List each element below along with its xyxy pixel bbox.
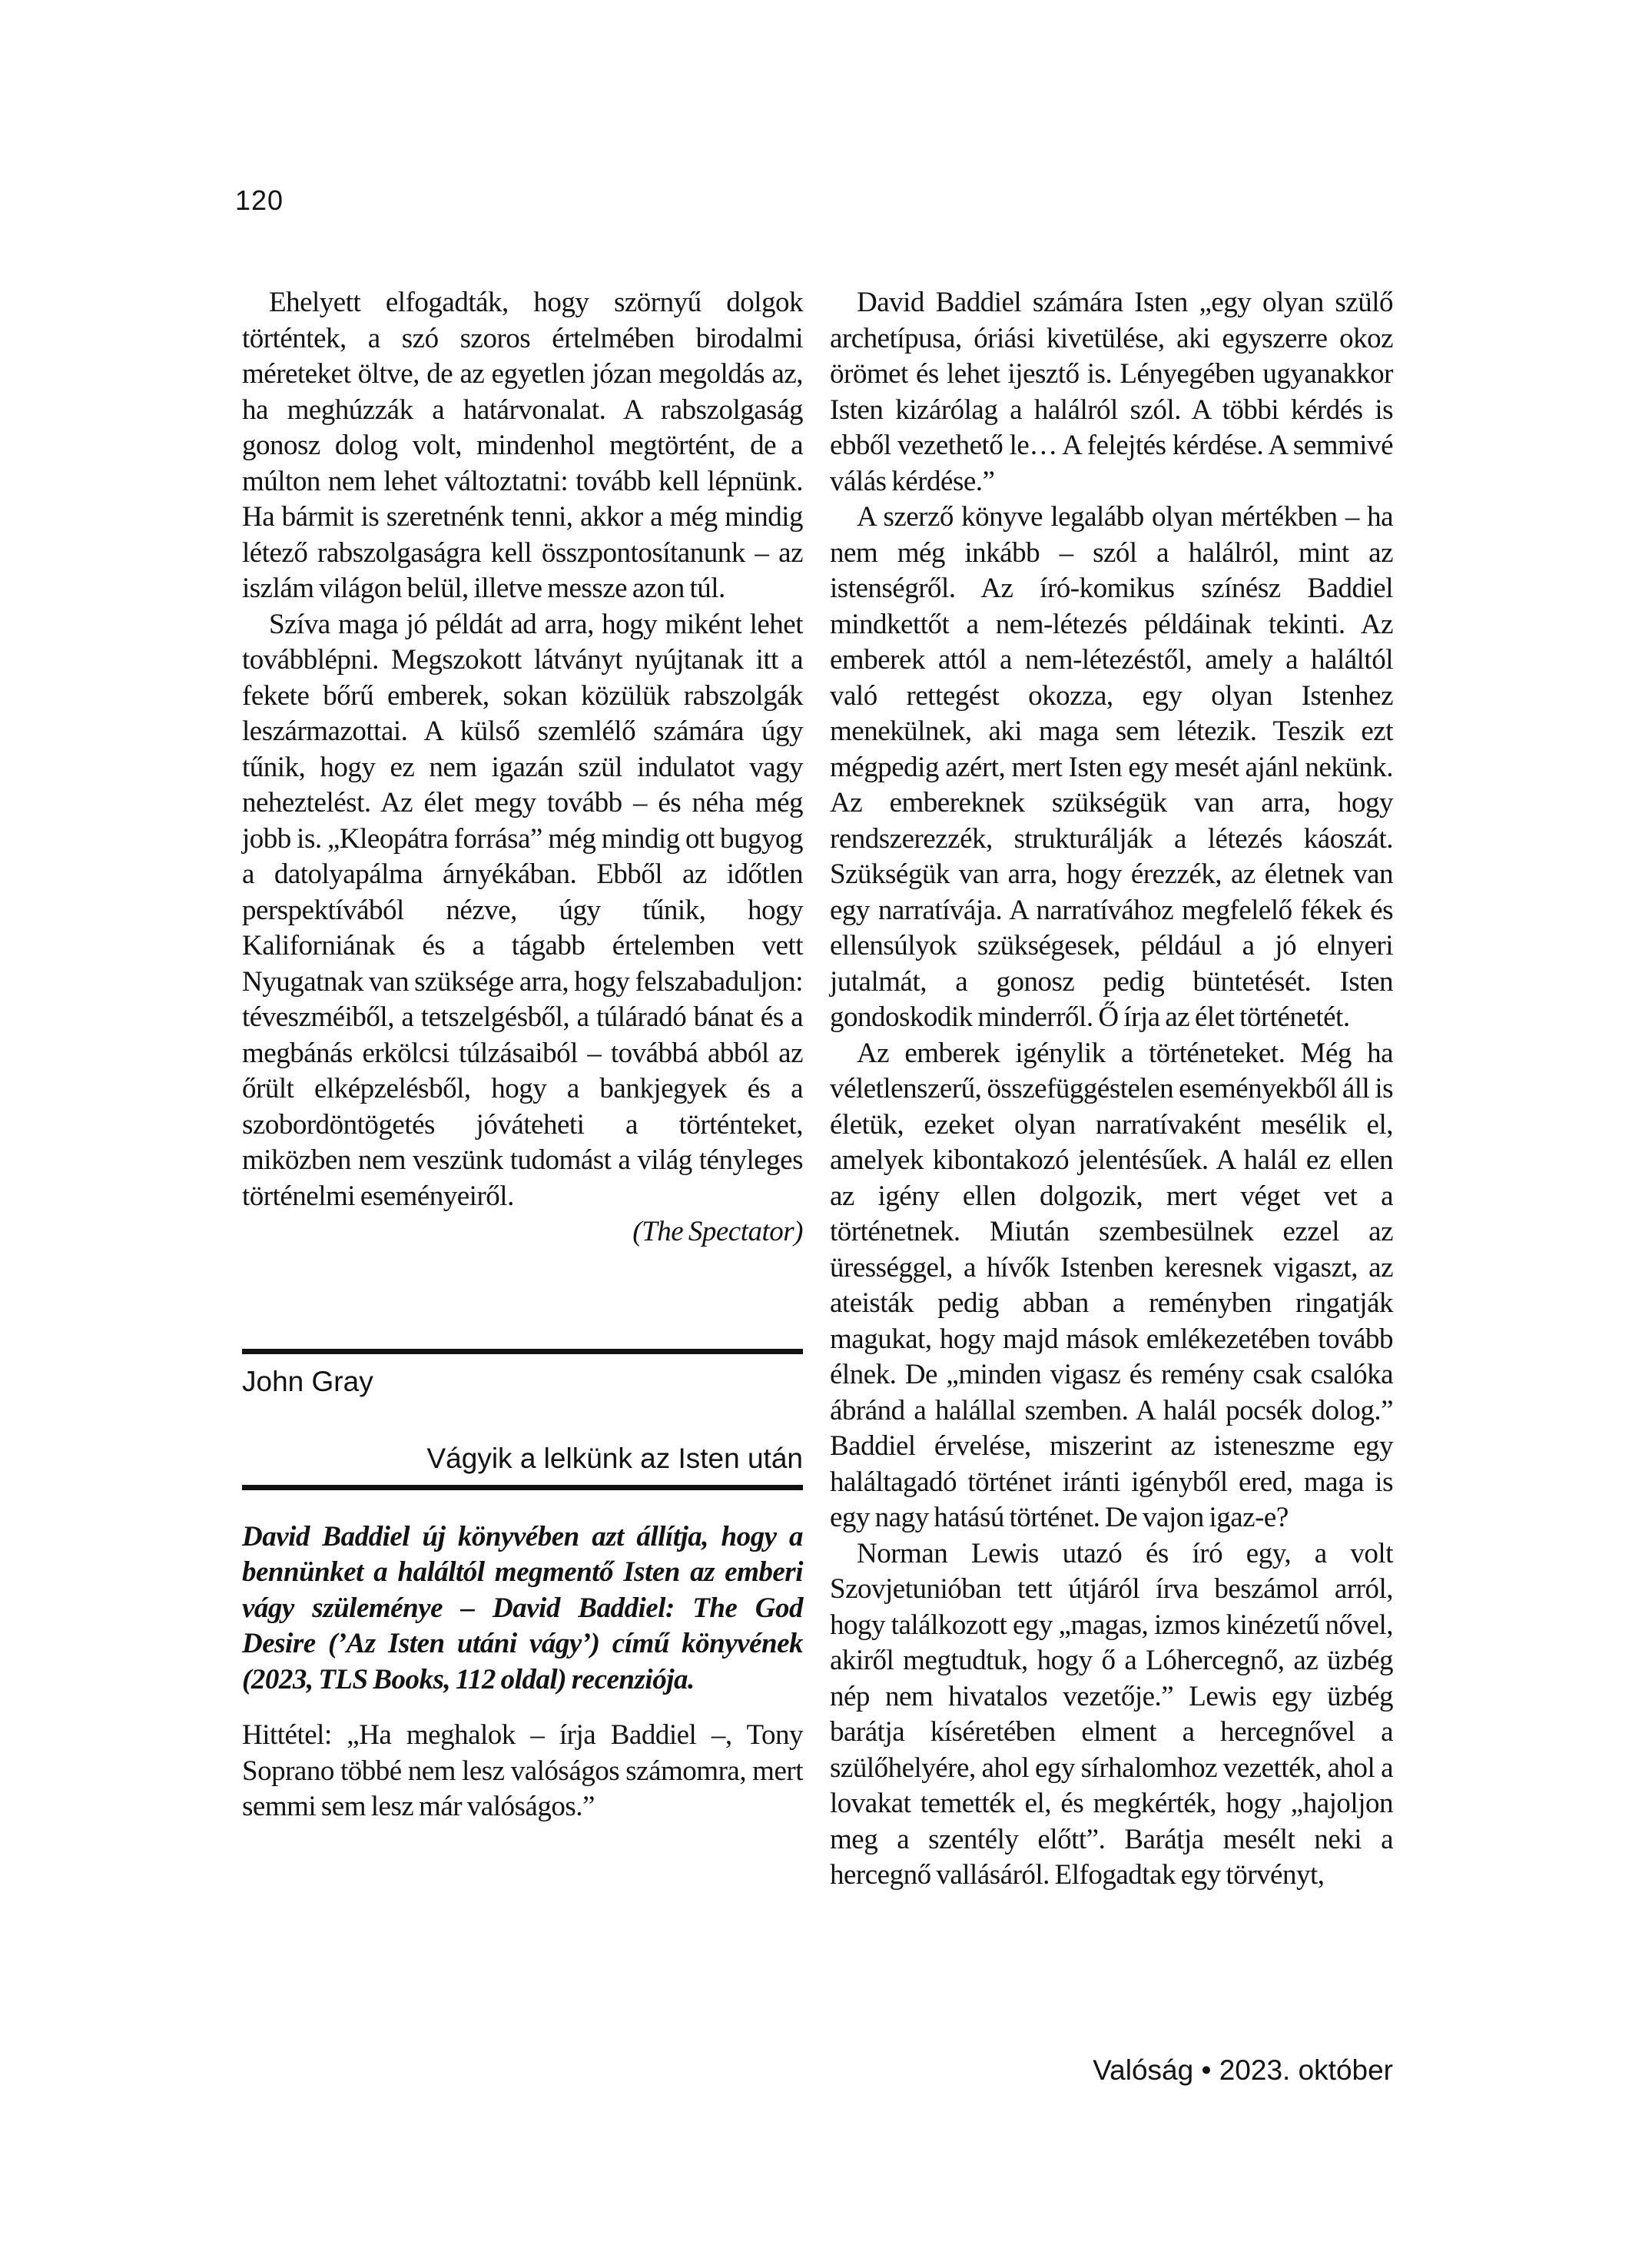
page-number: 120 xyxy=(235,184,284,216)
page-body xyxy=(242,285,1393,1894)
divider-rule-top xyxy=(242,1349,803,1354)
left-column xyxy=(242,285,803,1894)
review-paragraph: Szíva maga jó példát ad arra, hogy miként lehet továbblépni. Megszokott látványt nyújtanak itt a fekete bőrű emberek, sokan közülük rabszolgák leszármazottai. A külső szemlélő számára úgy tűnik, hogy ez nem igazán szül indulatot vagy neheztelést. Az élet megy tovább – és néha még jobb is. „Kleopátra forrása” még mindig ott bugyog a datolyapálma árnyékában. Ebből az időtlen perspektívából nézve, úgy tűnik, hogy Kaliforniának és a tágabb értelemben vett Nyugatnak van szüksége arra, hogy felszabaduljon: téveszméiből, a tetszelgésből, a túláradó bánat és a megbánás erkölcsi túlzásaiból – továbbá abból az őrült elképzelésből, hogy a bankjegyek és a szobordöntögetés jóváteheti a történteket, miközben nem veszünk tudomást a világ tényleges történelmi eseményeiről. xyxy=(242,608,803,1212)
article-lead: David Baddiel új könyvében azt állítja, hogy a bennünket a haláltól megmentő Isten az emberi vágy szüleménye – David Baddiel: The God Desire (’Az Isten utáni vágy’) című könyvének (2023, TLS Books, 112 oldal) recenziója. xyxy=(242,1520,803,1695)
article-paragraph: Hittétel: „Ha meghalok – írja Baddiel –, Tony Soprano többé nem lesz valóságos számomra, mert semmi sem lesz már valóságos.” xyxy=(242,1719,803,1822)
divider-rule-bottom xyxy=(242,1485,803,1490)
article-paragraph: Norman Lewis utazó és író egy, a volt Szovjetunióban tett útjáról írva beszámol arról, hogy találkozott egy „magas, izmos kinézetű nővel, akiről megtudtuk, hogy ő a Lóhercegnő, az üzbég nép nem hivatalos vezetője.” Lewis egy üzbég barátja kíséretében elment a hercegnővel a szülőhelyére, ahol egy sírhalomhoz vezették, ahol a lovakat temették el, és megkérték, hogy „hajoljon meg a szentély előtt”. Barátja mesélt neki a hercegnő vallásáról. Elfogadtak egy törvényt, xyxy=(830,1537,1393,1891)
right-column xyxy=(830,285,1393,1894)
source-attribution: (The Spectator) xyxy=(632,1216,803,1247)
article-title: Vágyik a lelkünk az Isten után xyxy=(426,1442,803,1474)
article-paragraph: A szerző könyve legalább olyan mértékben – ha nem még inkább – szól a halálról, mint az istenségről. Az író-komikus színész Baddiel mindkettőt a nem-létezés példáinak tekinti. Az emberek attól a nem-létezéstől, amely a haláltól való rettegést okozza, egy olyan Istenhez menekülnek, aki maga sem létezik. Teszik ezt mégpedig azért, mert Isten egy mesét ajánl nekünk. Az embereknek szükségük van arra, hogy rendszerezzék, strukturálják a létezés káoszát. Szükségük van arra, hogy érezzék, az életnek van egy narratívája. A narratívához megfelelő fékek és ellensúlyok szükségesek, például a jó elnyeri jutalmát, a gonosz pedig büntetését. Isten gondoskodik minderről. Ő írja az élet történetét. xyxy=(830,501,1393,1033)
article-author: John Gray xyxy=(242,1365,373,1397)
journal-footer: Valóság • 2023. október xyxy=(1093,2054,1393,2086)
article-paragraph: David Baddiel számára Isten „egy olyan szülő archetípusa, óriási kivetülése, aki egyszerre okoz örömet és lehet ijesztő is. Lényegében ugyanakkor Isten kizárólag a halálról szól. A többi kérdés is ebből vezethető le… A felejtés kérdése. A semmivé válás kérdése.” xyxy=(830,287,1393,497)
review-paragraph: Ehelyett elfogadták, hogy szörnyű dolgok történtek, a szó szoros értelmében birodalmi méreteket öltve, de az egyetlen józan megoldás az, ha meghúzzák a határvonalat. A rabszolgaság gonosz dolog volt, mindenhol megtörtént, de a múlton nem lehet változtatni: tovább kell lépnünk. Ha bármit is szeretnénk tenni, akkor a még mindig létező rabszolgaságra kell összpontosítanunk – az iszlám világon belül, illetve messze azon túl. xyxy=(242,287,803,604)
article-header xyxy=(242,1349,803,1490)
article-paragraph: Az emberek igénylik a történeteket. Még ha véletlenszerű, összefüggéstelen eseményekből áll is életük, ezeket olyan narratívaként mesélik el, amelyek kibontakozó jelentésűek. A halál ez ellen az igény ellen dolgozik, mert véget vet a történetnek. Miután szembesülnek ezzel az ürességgel, a hívők Istenben keresnek vigaszt, az ateisták pedig abban a reményben ringatják magukat, hogy majd mások emlékezetében tovább élnek. De „minden vigasz és remény csak csalóka ábránd a halállal szemben. A halál pocsék dolog.” Baddiel érvelése, miszerint az isteneszme egy haláltagadó történet iránti igényből ered, maga is egy nagy hatású történet. De vajon igaz-e? xyxy=(830,1037,1393,1533)
